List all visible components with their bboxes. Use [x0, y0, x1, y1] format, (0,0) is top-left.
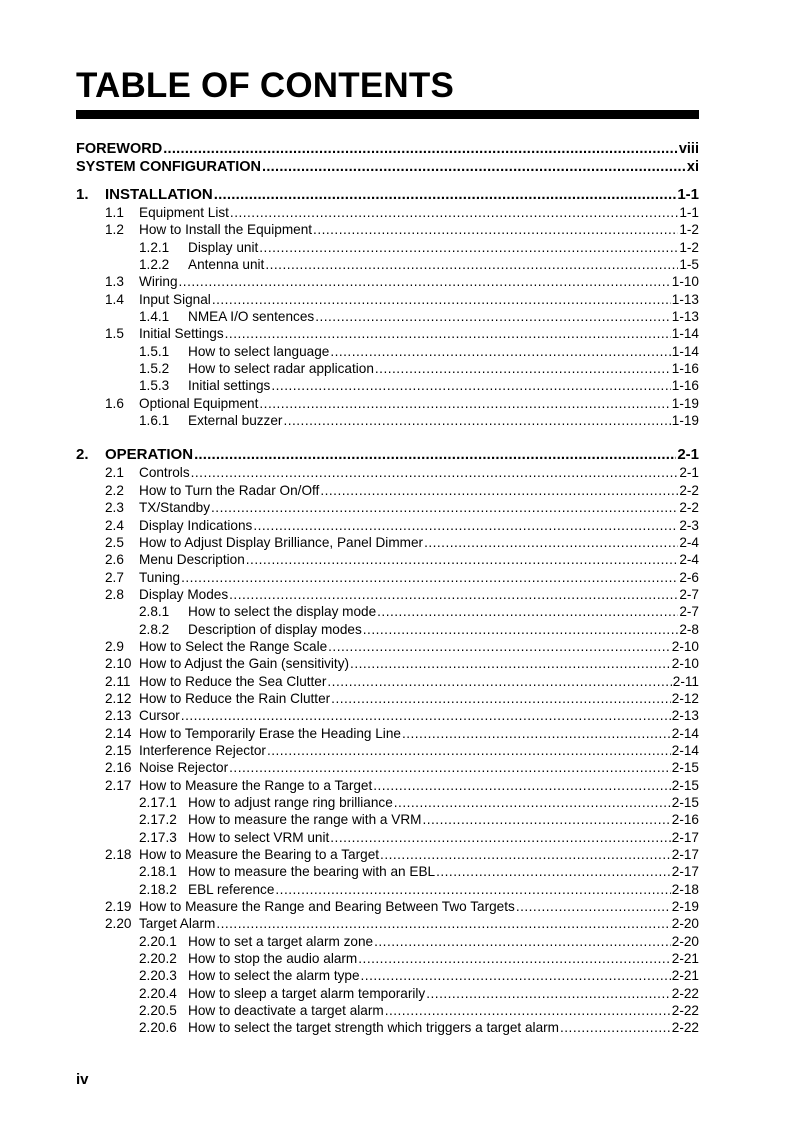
entry-number: 2.17.3: [139, 829, 177, 845]
subsection-entry[interactable]: [76, 1002, 699, 1019]
entry-title: How to measure the range with a VRM: [188, 812, 422, 828]
entry-title: How to Install the Equipment: [139, 222, 313, 238]
dot-leader: [377, 603, 678, 620]
entry-title: How to measure the bearing with an EBL: [188, 864, 436, 880]
section-entry[interactable]: [76, 517, 699, 534]
entry-title: How to Adjust Display Brilliance, Panel Dimmer: [139, 534, 424, 550]
entry-page: 2-1: [679, 465, 699, 481]
section-entry[interactable]: [76, 464, 699, 481]
entry-number: 1.5: [105, 326, 124, 342]
entry-title: How to Measure the Range to a Target: [139, 777, 373, 793]
entry-title: How to stop the audio alarm: [188, 951, 358, 967]
entry-page: 2-19: [671, 899, 699, 915]
section-entry[interactable]: [76, 534, 699, 551]
dot-leader: [212, 291, 671, 308]
entry-number: 2.1: [105, 465, 124, 481]
dot-leader: [262, 158, 686, 176]
dot-leader: [216, 915, 670, 932]
entry-number: 2.12: [105, 690, 132, 706]
entry-number: 1.2.1: [139, 239, 170, 255]
entry-title: How to Select the Range Scale: [139, 638, 328, 654]
entry-page: 2-2: [679, 482, 699, 498]
subsection-entry[interactable]: [76, 811, 699, 828]
subsection-entry[interactable]: [76, 933, 699, 950]
subsection-entry[interactable]: [76, 967, 699, 984]
entry-page: 2-21: [671, 968, 699, 984]
entry-number: 1.1: [105, 205, 124, 220]
entry-page: 1-1: [677, 186, 699, 203]
dot-leader: [225, 325, 671, 342]
entry-page: viii: [678, 141, 699, 157]
entry-number: 2.20.3: [139, 968, 177, 984]
entry-page: 1-1: [679, 205, 699, 220]
entry-title: SYSTEM CONFIGURATION: [76, 159, 262, 175]
dot-leader: [229, 586, 678, 603]
entry-number: 2.19: [105, 899, 132, 915]
subsection-entry[interactable]: [76, 863, 699, 880]
section-gap: [76, 429, 699, 446]
dot-leader: [385, 1002, 671, 1019]
dot-leader: [191, 464, 679, 481]
entry-title: Description of display modes: [188, 621, 362, 637]
entry-page: 2-15: [671, 777, 699, 793]
subsection-entry[interactable]: [76, 794, 699, 811]
section-entry[interactable]: [76, 707, 699, 724]
section-entry[interactable]: [76, 482, 699, 499]
dot-leader: [259, 239, 678, 256]
entry-page: 2-12: [671, 690, 699, 706]
entry-page: 2-15: [671, 795, 699, 810]
entry-page: 2-20: [671, 933, 699, 949]
section-entry[interactable]: [76, 499, 699, 516]
entry-page: 1-16: [671, 361, 699, 377]
entry-page: 2-15: [671, 760, 699, 776]
entry-page: 2-18: [671, 881, 699, 897]
section-entry[interactable]: [76, 690, 699, 707]
dot-leader: [181, 707, 671, 724]
entry-number: 2.17.1: [139, 795, 177, 810]
entry-title: Noise Rejector: [139, 760, 229, 776]
entry-title: OPERATION: [105, 446, 194, 464]
dot-leader: [313, 221, 678, 238]
entry-title: Optional Equipment: [139, 395, 259, 411]
title-rule: [76, 110, 699, 119]
dot-leader: [230, 204, 678, 221]
entry-page: 2-17: [671, 864, 699, 880]
section-entry[interactable]: [76, 915, 699, 932]
dot-leader: [330, 829, 671, 846]
footer-page-number: iv: [76, 1071, 89, 1088]
entry-number: 2.: [76, 446, 89, 464]
dot-leader: [358, 950, 671, 967]
entry-title: EBL reference: [188, 881, 275, 897]
entry-title: Equipment List: [139, 205, 229, 220]
subsection-entry[interactable]: [76, 621, 699, 638]
entry-page: 2-14: [671, 725, 699, 741]
entry-page: 2-22: [671, 1003, 699, 1019]
entry-title: Interference Rejector: [139, 742, 266, 758]
entry-page: 2-22: [671, 1020, 699, 1036]
dot-leader: [374, 933, 671, 950]
dot-leader: [516, 898, 671, 915]
entry-title: How to select the target strength which triggers a target alarm: [188, 1020, 559, 1036]
entry-page: 2-16: [671, 812, 699, 828]
entry-page: 2-17: [671, 829, 699, 845]
entry-page: 2-7: [679, 604, 699, 620]
dot-leader: [267, 742, 671, 759]
dot-leader: [179, 273, 671, 290]
entry-number: 2.15: [105, 742, 132, 758]
entry-number: 1.5.1: [139, 343, 170, 359]
subsection-entry[interactable]: [76, 343, 699, 360]
entry-number: 1.: [76, 186, 89, 203]
dot-leader: [363, 621, 679, 638]
entry-title: Display unit: [188, 239, 259, 255]
section-entry[interactable]: [76, 325, 699, 342]
dot-leader: [259, 395, 670, 412]
section-entry[interactable]: [76, 742, 699, 759]
dot-leader: [560, 1019, 671, 1036]
entry-title: Target Alarm: [139, 916, 216, 932]
entry-number: 1.6: [105, 395, 124, 411]
dot-leader: [163, 140, 678, 158]
entry-title: How to sleep a target alarm temporarily: [188, 985, 426, 1001]
section-entry[interactable]: [76, 273, 699, 290]
entry-page: 2-14: [671, 742, 699, 758]
entry-title: How to set a target alarm zone: [188, 933, 374, 949]
dot-leader: [265, 256, 678, 273]
subsection-entry[interactable]: [76, 881, 699, 898]
entry-title: Initial Settings: [139, 326, 224, 342]
dot-leader: [436, 863, 671, 880]
subsection-entry[interactable]: [76, 412, 699, 429]
entry-page: 2-7: [679, 586, 699, 602]
dot-leader: [320, 482, 678, 499]
entry-title: Menu Description: [139, 552, 245, 568]
entry-number: 2.13: [105, 708, 132, 724]
entry-page: 2-10: [671, 638, 699, 654]
entry-page: 2-22: [671, 985, 699, 1001]
entry-page: 1-2: [679, 239, 699, 255]
subsection-entry[interactable]: [76, 985, 699, 1002]
section-entry[interactable]: [76, 725, 699, 742]
entry-title: How to select the display mode: [188, 604, 377, 620]
dot-leader: [315, 308, 671, 325]
entry-number: 1.2.2: [139, 257, 170, 273]
front-matter-entry[interactable]: [76, 140, 699, 158]
entry-page: 2-4: [679, 534, 699, 550]
dot-leader: [422, 811, 670, 828]
entry-page: 2-10: [671, 656, 699, 672]
entry-number: 2.18.2: [139, 881, 177, 897]
entry-page: 1-19: [671, 413, 699, 429]
entry-title: NMEA I/O sentences: [188, 309, 315, 325]
entry-page: 1-14: [671, 343, 699, 359]
entry-number: 2.2: [105, 482, 124, 498]
entry-number: 2.14: [105, 725, 132, 741]
entry-number: 2.4: [105, 517, 124, 533]
entry-title: Display Modes: [139, 586, 229, 602]
entry-page: 2-11: [672, 673, 699, 689]
dot-leader: [328, 638, 671, 655]
entry-page: 2-17: [671, 847, 699, 863]
entry-page: 2-20: [671, 916, 699, 932]
entry-page: 1-14: [671, 326, 699, 342]
entry-number: 2.11: [105, 673, 131, 689]
entry-title: External buzzer: [188, 413, 283, 429]
table-of-contents: [76, 140, 699, 1037]
entry-number: 2.5: [105, 534, 124, 550]
dot-leader: [426, 985, 671, 1002]
section-entry[interactable]: [76, 221, 699, 238]
entry-number: 2.6: [105, 552, 124, 568]
entry-number: 1.2: [105, 222, 124, 238]
entry-page: 1-13: [671, 309, 699, 325]
entry-title: Input Signal: [139, 291, 211, 307]
entry-number: 1.5.3: [139, 378, 170, 394]
entry-number: 1.3: [105, 274, 124, 290]
entry-title: How to select VRM unit: [188, 829, 330, 845]
dot-leader: [361, 967, 671, 984]
section-entry[interactable]: [76, 655, 699, 672]
entry-number: 2.8.2: [139, 621, 170, 637]
entry-title: FOREWORD: [76, 141, 163, 157]
chapter-entry[interactable]: [76, 186, 699, 204]
entry-title: How to select radar application: [188, 361, 374, 377]
subsection-entry[interactable]: [76, 377, 699, 394]
dot-leader: [424, 534, 678, 551]
section-entry[interactable]: [76, 777, 699, 794]
entry-title: Cursor: [139, 708, 180, 724]
entry-number: 2.20.5: [139, 1003, 177, 1019]
section-entry[interactable]: [76, 551, 699, 568]
section-entry[interactable]: [76, 638, 699, 655]
dot-leader: [380, 846, 671, 863]
entry-number: 2.20.2: [139, 951, 177, 967]
entry-title: How to deactivate a target alarm: [188, 1003, 384, 1019]
entry-title: How to Adjust the Gain (sensitivity): [139, 656, 350, 672]
entry-title: How to Measure the Bearing to a Target: [139, 847, 380, 863]
entry-page: 1-13: [671, 291, 699, 307]
subsection-entry[interactable]: [76, 603, 699, 620]
section-entry[interactable]: [76, 759, 699, 776]
entry-title: Display Indications: [139, 517, 253, 533]
entry-page: 2-2: [679, 500, 699, 516]
entry-title: Initial settings: [188, 378, 271, 394]
entry-number: 2.9: [105, 638, 124, 654]
page-title: TABLE OF CONTENTS: [76, 66, 455, 105]
section-entry[interactable]: [76, 846, 699, 863]
section-gap: [76, 176, 699, 186]
entry-page: xi: [686, 159, 699, 175]
entry-number: 1.6.1: [139, 413, 170, 429]
entry-title: How to select language: [188, 343, 330, 359]
entry-page: 1-10: [671, 274, 699, 290]
entry-number: 2.18: [105, 847, 132, 863]
dot-leader: [271, 377, 670, 394]
entry-number: 2.3: [105, 500, 124, 516]
dot-leader: [330, 343, 670, 360]
entry-number: 2.20.6: [139, 1020, 177, 1036]
entry-page: 1-19: [671, 395, 699, 411]
dot-leader: [375, 360, 671, 377]
dot-leader: [246, 551, 679, 568]
dot-leader: [373, 777, 671, 794]
entry-page: 2-13: [671, 708, 699, 724]
entry-page: 1-2: [679, 222, 699, 238]
dot-leader: [181, 569, 678, 586]
section-entry[interactable]: [76, 395, 699, 412]
dot-leader: [211, 499, 678, 516]
entry-page: 1-5: [679, 257, 699, 273]
entry-title: How to Turn the Radar On/Off: [139, 482, 320, 498]
entry-number: 1.5.2: [139, 361, 170, 377]
entry-title: Tuning: [139, 569, 181, 585]
section-entry[interactable]: [76, 898, 699, 915]
dot-leader: [402, 725, 671, 742]
entry-title: How to Measure the Range and Bearing Between Two Targets: [139, 899, 515, 915]
section-entry[interactable]: [76, 291, 699, 308]
entry-title: INSTALLATION: [105, 186, 213, 203]
entry-number: 2.7: [105, 569, 124, 585]
entry-title: TX/Standby: [139, 500, 211, 516]
section-entry[interactable]: [76, 673, 699, 690]
chapter-entry[interactable]: [76, 446, 699, 464]
dot-leader: [283, 412, 670, 429]
entry-number: 2.20.4: [139, 985, 177, 1001]
entry-number: 1.4: [105, 291, 124, 307]
entry-number: 2.17.2: [139, 812, 177, 828]
entry-title: How to select the alarm type: [188, 968, 360, 984]
subsection-entry[interactable]: [76, 360, 699, 377]
section-entry[interactable]: [76, 204, 699, 221]
entry-page: 2-1: [677, 446, 699, 464]
dot-leader: [331, 690, 671, 707]
entry-title: Controls: [139, 465, 190, 481]
section-entry[interactable]: [76, 586, 699, 603]
dot-leader: [327, 673, 671, 690]
entry-number: 2.8: [105, 586, 124, 602]
entry-number: 2.16: [105, 760, 132, 776]
entry-number: 1.4.1: [139, 309, 170, 325]
entry-number: 2.20.1: [139, 933, 177, 949]
entry-number: 2.20: [105, 916, 132, 932]
entry-title: How to Temporarily Erase the Heading Line: [139, 725, 401, 741]
subsection-entry[interactable]: [76, 829, 699, 846]
entry-title: Antenna unit: [188, 257, 265, 273]
front-matter-entry[interactable]: [76, 158, 699, 176]
entry-title: How to Reduce the Sea Clutter: [139, 673, 327, 689]
entry-page: 1-16: [671, 378, 699, 394]
entry-page: 2-3: [679, 517, 699, 533]
entry-title: Wiring: [139, 274, 178, 290]
entry-number: 2.18.1: [139, 864, 177, 880]
entry-number: 2.17: [105, 777, 132, 793]
dot-leader: [275, 881, 670, 898]
entry-page: 2-21: [671, 951, 699, 967]
subsection-entry[interactable]: [76, 1019, 699, 1036]
dot-leader: [229, 759, 671, 776]
dot-leader: [214, 186, 677, 204]
dot-leader: [194, 446, 676, 464]
entry-page: 2-4: [679, 552, 699, 568]
dot-leader: [394, 794, 671, 811]
subsection-entry[interactable]: [76, 239, 699, 256]
subsection-entry[interactable]: [76, 950, 699, 967]
dot-leader: [253, 517, 678, 534]
subsection-entry[interactable]: [76, 256, 699, 273]
entry-page: 2-6: [679, 569, 699, 585]
entry-number: 2.10: [105, 656, 132, 672]
dot-leader: [350, 655, 671, 672]
entry-number: 2.8.1: [139, 604, 170, 620]
entry-page: 2-8: [679, 621, 699, 637]
entry-title: How to Reduce the Rain Clutter: [139, 690, 331, 706]
subsection-entry[interactable]: [76, 308, 699, 325]
section-entry[interactable]: [76, 569, 699, 586]
entry-title: How to adjust range ring brilliance: [188, 795, 393, 810]
